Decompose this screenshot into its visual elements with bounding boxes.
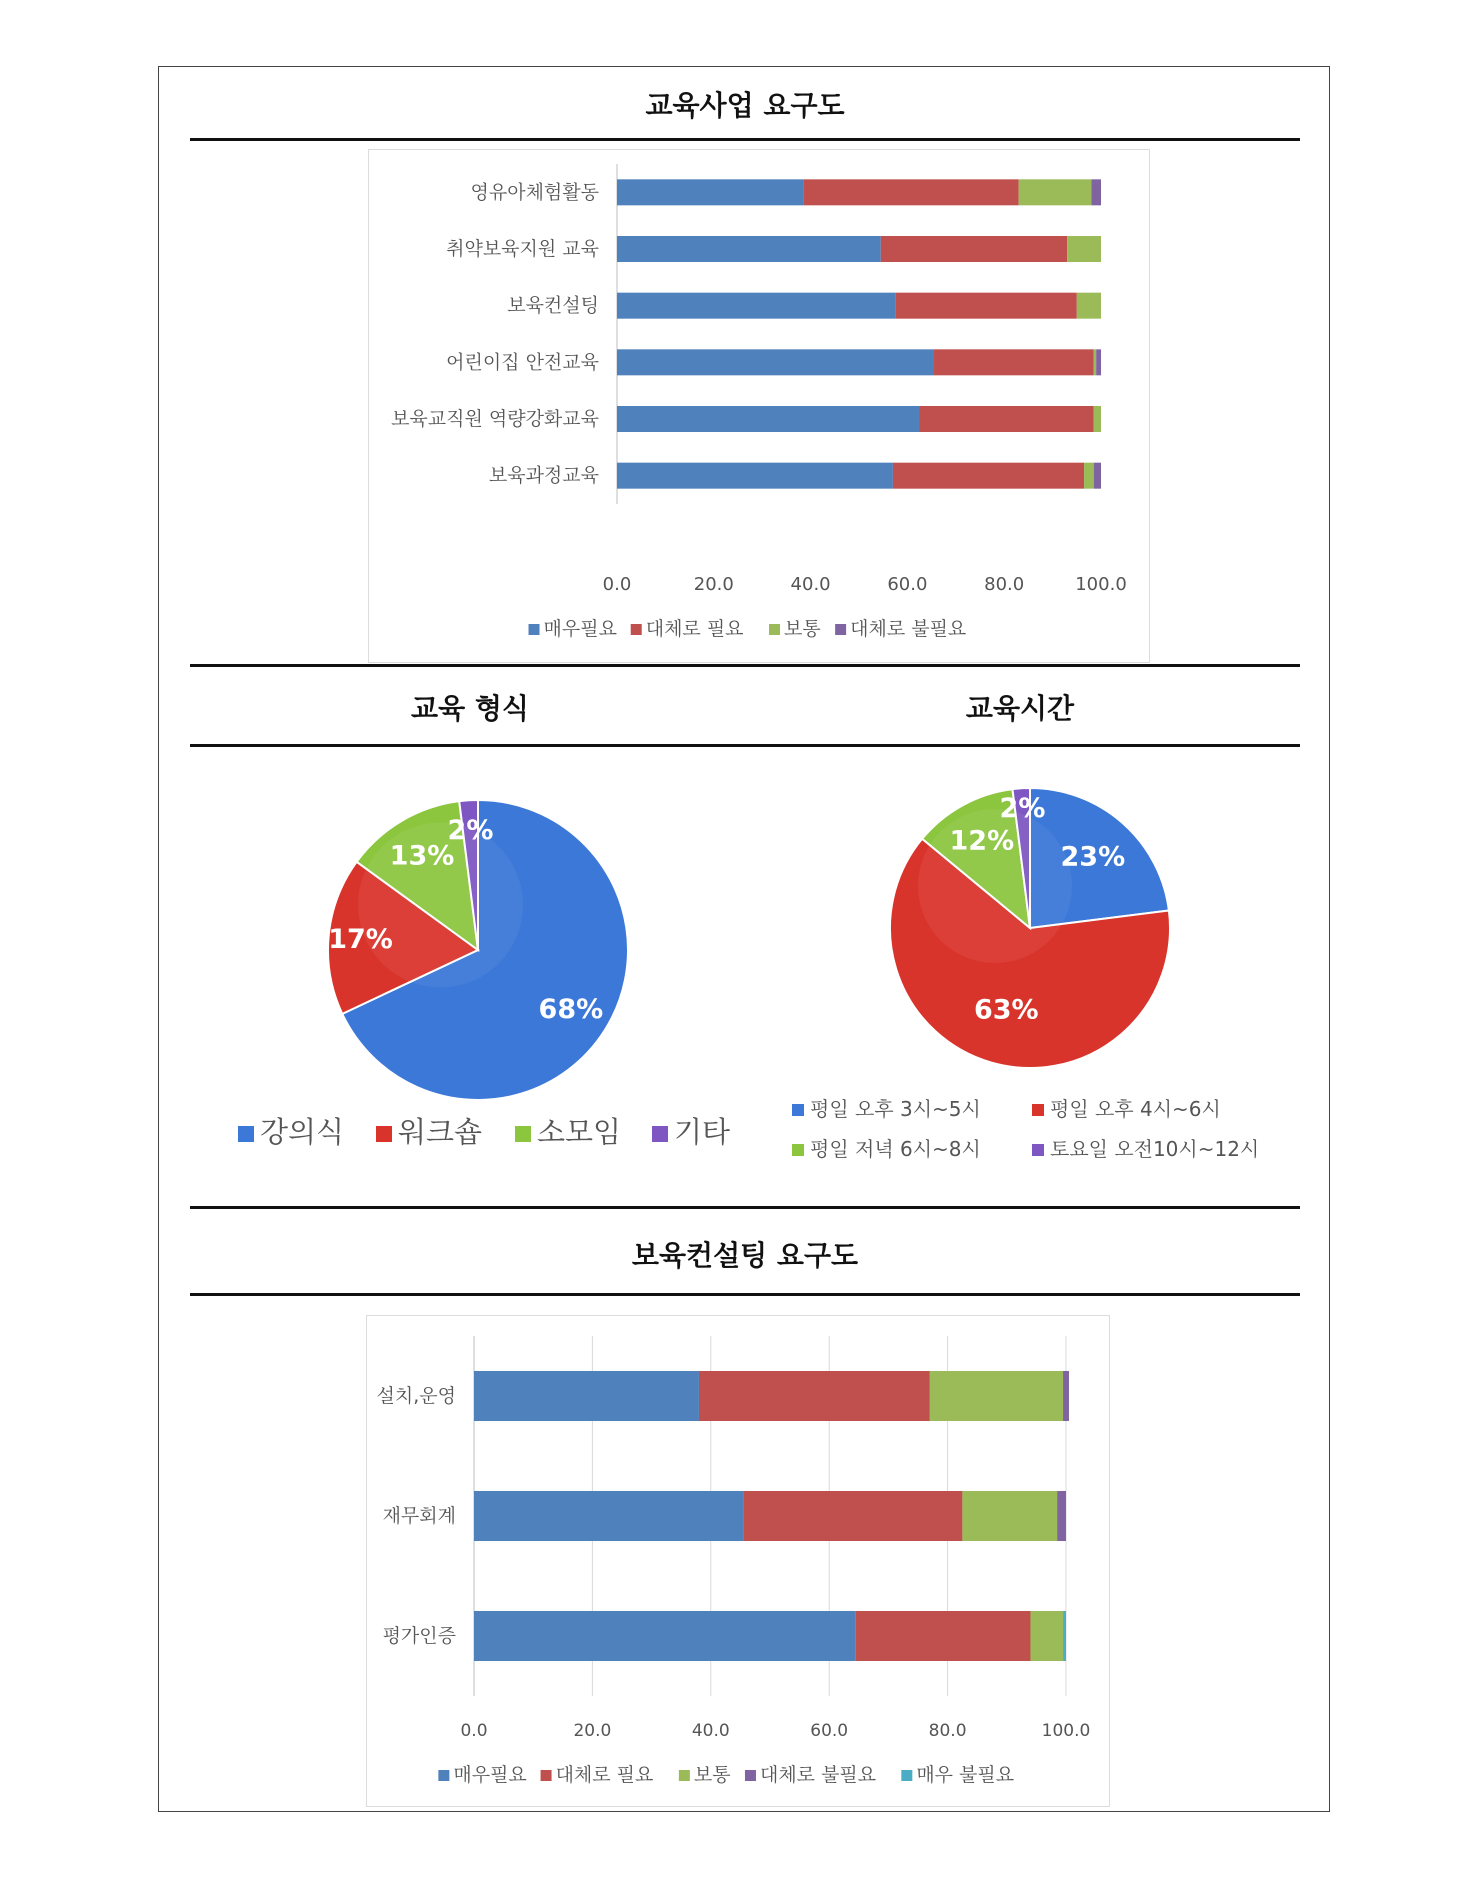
tick-label: 40.0 bbox=[790, 574, 831, 595]
bar-segment bbox=[617, 463, 893, 489]
legend-swatch bbox=[679, 1770, 690, 1781]
divider bbox=[190, 138, 1300, 141]
slice-value-label: 2% bbox=[999, 793, 1046, 825]
legend-swatch bbox=[835, 624, 846, 635]
legend-label: 평일 오후 3시~5시 bbox=[810, 1097, 981, 1121]
legend-label: 워크숍 bbox=[398, 1115, 483, 1149]
category-label: 영유아체험활동 bbox=[470, 181, 599, 204]
edu-time-title: 교육시간 bbox=[965, 692, 1075, 725]
legend-label: 토요일 오전10시~12시 bbox=[1050, 1137, 1260, 1161]
bar-segment bbox=[1063, 1611, 1066, 1661]
legend-label: 소모임 bbox=[537, 1115, 622, 1149]
bar-segment bbox=[1067, 236, 1101, 262]
bar-segment bbox=[1091, 179, 1101, 205]
bar-segment bbox=[617, 179, 803, 205]
slice-value-label: 2% bbox=[447, 815, 494, 847]
tick-label: 40.0 bbox=[691, 1721, 730, 1741]
legend-swatch bbox=[745, 1770, 756, 1781]
edu-demand-chart-box bbox=[368, 149, 1150, 663]
tick-label: 20.0 bbox=[693, 574, 734, 595]
bar-segment bbox=[743, 1491, 962, 1541]
category-label: 재무회계 bbox=[382, 1505, 456, 1527]
bar-segment bbox=[893, 463, 1084, 489]
tick-label: 0.0 bbox=[602, 574, 632, 595]
legend-swatch bbox=[529, 624, 540, 635]
bar-segment bbox=[617, 236, 881, 262]
bar-segment bbox=[1077, 293, 1101, 319]
legend-label: 평일 오후 4시~6시 bbox=[1050, 1097, 1221, 1121]
category-label: 보육교직원 역량강화교육 bbox=[391, 408, 599, 430]
divider bbox=[190, 1293, 1300, 1296]
consult-demand-chart bbox=[367, 1316, 1111, 1808]
legend-label: 매우필요 bbox=[453, 1764, 527, 1786]
legend-swatch bbox=[238, 1126, 254, 1142]
legend-swatch bbox=[792, 1104, 804, 1116]
bar-segment bbox=[895, 293, 1077, 319]
edu-format-chart bbox=[200, 760, 760, 1180]
legend-swatch bbox=[515, 1126, 531, 1142]
bar-segment bbox=[920, 406, 1094, 432]
category-label: 평가인증 bbox=[382, 1625, 456, 1647]
bar-segment bbox=[803, 179, 1018, 205]
tick-label: 80.0 bbox=[984, 574, 1025, 595]
divider bbox=[190, 664, 1300, 667]
bar-segment bbox=[930, 1371, 1063, 1421]
bar-segment bbox=[1096, 349, 1101, 375]
bar-segment bbox=[699, 1371, 930, 1421]
category-label: 어린이집 안전교육 bbox=[446, 351, 599, 374]
tick-label: 0.0 bbox=[460, 1721, 488, 1741]
consult-chart-box bbox=[366, 1315, 1110, 1807]
legend-label: 매우 불필요 bbox=[916, 1764, 1015, 1786]
slice-value-label: 13% bbox=[389, 840, 455, 872]
tick-label: 20.0 bbox=[573, 1721, 612, 1741]
legend-label: 대체로 불필요 bbox=[759, 1764, 877, 1786]
tick-label: 100.0 bbox=[1041, 1721, 1091, 1741]
legend-label: 강의식 bbox=[260, 1115, 345, 1149]
bar-segment bbox=[1063, 1371, 1069, 1421]
bar-segment bbox=[1094, 349, 1096, 375]
tick-label: 60.0 bbox=[810, 1721, 849, 1741]
divider bbox=[190, 744, 1300, 747]
bar-segment bbox=[1030, 1611, 1063, 1661]
bar-segment bbox=[1094, 463, 1101, 489]
category-label: 보육과정교육 bbox=[488, 464, 599, 487]
slice-value-label: 68% bbox=[538, 993, 604, 1025]
legend-swatch bbox=[1032, 1104, 1044, 1116]
category-label: 보육컨설팅 bbox=[507, 294, 599, 317]
tick-label: 100.0 bbox=[1075, 574, 1127, 595]
bar-segment bbox=[1019, 179, 1092, 205]
legend-label: 대체로 필요 bbox=[555, 1764, 654, 1786]
bar-segment bbox=[474, 1611, 856, 1661]
slice-value-label: 17% bbox=[328, 923, 393, 955]
legend-swatch bbox=[376, 1126, 392, 1142]
category-label: 취약보육지원 교육 bbox=[446, 238, 599, 260]
category-label: 설치,운영 bbox=[376, 1385, 456, 1407]
legend-swatch bbox=[438, 1770, 449, 1781]
bar-segment bbox=[617, 406, 920, 432]
bar-segment bbox=[617, 293, 895, 319]
legend-label: 매우필요 bbox=[543, 618, 617, 640]
legend-label: 보통 bbox=[693, 1764, 731, 1786]
legend-label: 평일 저녁 6시~8시 bbox=[810, 1137, 981, 1161]
legend-label: 보통 bbox=[784, 618, 821, 640]
bar-segment bbox=[1057, 1491, 1066, 1541]
slice-value-label: 12% bbox=[949, 825, 1015, 857]
legend-swatch bbox=[541, 1770, 552, 1781]
bar-segment bbox=[1094, 406, 1101, 432]
pie-highlight bbox=[918, 809, 1072, 963]
divider bbox=[190, 1206, 1300, 1209]
edu-demand-chart bbox=[369, 150, 1151, 664]
edu-demand-title: 교육사업 요구도 bbox=[645, 89, 845, 122]
tick-label: 80.0 bbox=[928, 1721, 967, 1741]
legend-label: 대체로 필요 bbox=[645, 618, 744, 640]
legend-swatch bbox=[652, 1126, 668, 1142]
bar-segment bbox=[617, 349, 934, 375]
legend-swatch bbox=[769, 624, 780, 635]
bar-segment bbox=[934, 349, 1094, 375]
slice-value-label: 63% bbox=[973, 994, 1039, 1026]
legend-label: 대체로 불필요 bbox=[850, 618, 967, 640]
bar-segment bbox=[962, 1491, 1057, 1541]
legend-swatch bbox=[792, 1144, 804, 1156]
bar-segment bbox=[474, 1491, 743, 1541]
consult-title: 보육컨설팅 요구도 bbox=[631, 1239, 859, 1272]
edu-format-title: 교육 형식 bbox=[411, 692, 529, 725]
edu-time-chart bbox=[760, 760, 1300, 1180]
bar-segment bbox=[1084, 463, 1094, 489]
bar-segment bbox=[856, 1611, 1031, 1661]
legend-swatch bbox=[901, 1770, 912, 1781]
legend-swatch bbox=[631, 624, 642, 635]
pie-highlight bbox=[358, 823, 523, 988]
slice-value-label: 23% bbox=[1060, 841, 1126, 873]
bar-segment bbox=[474, 1371, 699, 1421]
tick-label: 60.0 bbox=[887, 574, 928, 595]
bar-segment bbox=[881, 236, 1067, 262]
legend-swatch bbox=[1032, 1144, 1044, 1156]
legend-label: 기타 bbox=[674, 1115, 731, 1149]
